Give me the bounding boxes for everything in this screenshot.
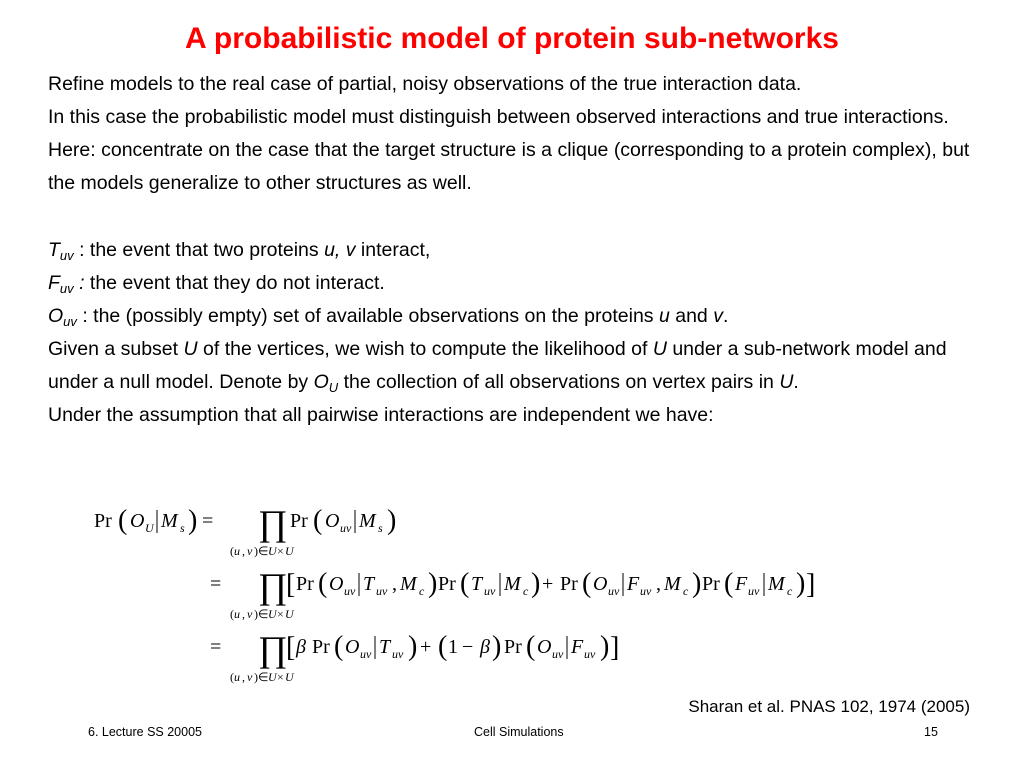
svg-text:): )	[531, 568, 541, 599]
svg-text:U: U	[268, 670, 277, 684]
given-d: the collection of all observations on vertex pairs in	[338, 371, 780, 393]
svg-text:v: v	[247, 607, 253, 621]
svg-text:(: (	[724, 568, 734, 599]
o-end: .	[722, 305, 729, 327]
svg-text:U: U	[268, 544, 277, 558]
given-o-sub: U	[328, 380, 339, 395]
given-u1: U	[183, 338, 198, 360]
svg-text:+: +	[542, 573, 554, 595]
svg-text:): )	[796, 568, 806, 599]
svg-text:M: M	[359, 510, 376, 532]
svg-text:(: (	[230, 607, 234, 621]
svg-text:Pr: Pr	[504, 636, 522, 658]
svg-text:uv: uv	[748, 584, 760, 598]
svg-text:M: M	[664, 573, 681, 595]
svg-text:): )	[408, 631, 418, 662]
given-a: Given a subset	[48, 338, 184, 360]
svg-text:=: =	[202, 510, 214, 532]
svg-text:s: s	[378, 521, 383, 535]
o-v: v	[713, 305, 723, 327]
svg-text:uv: uv	[392, 647, 404, 661]
o-text: : the (possibly empty) set of available observations on the proteins	[76, 305, 659, 327]
paragraph-assumption: Under the assumption that all pairwise interactions are independent we have:	[48, 404, 714, 426]
f-symbol: F	[48, 272, 60, 294]
svg-text:uv: uv	[340, 521, 352, 535]
t-symbol: T	[48, 239, 60, 261]
definition-o	[48, 300, 988, 333]
svg-text:Pr: Pr	[94, 510, 112, 532]
paragraph-distinguish: In this case the probabilistic model must distinguish between observed interactions and true interactions.	[48, 106, 949, 128]
svg-text:,: ,	[656, 573, 661, 595]
footer-page-number: 15	[924, 725, 938, 739]
svg-text:1: 1	[448, 636, 458, 658]
o-symbol: O	[48, 305, 64, 327]
svg-text:u: u	[234, 544, 240, 558]
equation-line-1	[94, 503, 396, 558]
svg-text:): )	[492, 631, 502, 662]
svg-text:U: U	[285, 544, 294, 558]
svg-text:uv: uv	[376, 584, 388, 598]
svg-text:(: (	[313, 505, 323, 536]
svg-text:M: M	[504, 573, 521, 595]
equation-line-2	[210, 566, 815, 621]
svg-text:O: O	[593, 573, 608, 595]
equation-line-3	[210, 629, 619, 684]
o-subscript: uv	[63, 314, 77, 329]
svg-text:=: =	[210, 636, 222, 658]
t-end: interact,	[355, 239, 431, 261]
svg-text:uv: uv	[344, 584, 356, 598]
svg-text:O: O	[345, 636, 360, 658]
svg-text:−: −	[462, 636, 474, 658]
svg-text:c: c	[683, 584, 689, 598]
svg-text:(: (	[334, 631, 344, 662]
svg-text:(: (	[526, 631, 536, 662]
svg-text:(: (	[318, 568, 328, 599]
t-vars: u, v	[324, 239, 356, 261]
svg-text:T: T	[363, 573, 375, 595]
svg-text:,: ,	[242, 670, 245, 684]
t-text: : the event that two proteins	[73, 239, 325, 261]
svg-text:Pr: Pr	[702, 573, 720, 595]
paragraph-given	[48, 333, 988, 399]
svg-text:(: (	[230, 670, 234, 684]
svg-text:M: M	[161, 510, 178, 532]
svg-text:(: (	[118, 505, 128, 536]
svg-text:∏: ∏	[258, 503, 288, 543]
svg-text:): )	[387, 505, 397, 536]
svg-text:O: O	[130, 510, 145, 532]
svg-text:v: v	[247, 544, 253, 558]
slide-title: A probabilistic model of protein sub-networks	[185, 22, 839, 55]
svg-text:O: O	[329, 573, 344, 595]
svg-text:uv: uv	[484, 584, 496, 598]
f-text: the event that they do not interact.	[84, 272, 385, 294]
svg-text:v: v	[247, 670, 253, 684]
citation: Sharan et al. PNAS 102, 1974 (2005)	[688, 697, 970, 716]
slide-body	[48, 68, 988, 432]
paragraph-clique: Here: concentrate on the case that the target structure is a clique (corresponding to a protein complex), but the models generalize to other structures as well.	[48, 139, 970, 194]
f-colon: :	[73, 272, 85, 294]
svg-text:O: O	[325, 510, 340, 532]
svg-text:U: U	[285, 670, 294, 684]
svg-text:U: U	[268, 607, 277, 621]
footer-lecture: 6. Lecture SS 20005	[88, 725, 202, 739]
svg-text:[: [	[286, 632, 296, 663]
paragraph-refine: Refine models to the real case of partial, noisy observations of the true interaction data.	[48, 73, 802, 95]
definition-f	[48, 267, 988, 300]
svg-text:uv: uv	[552, 647, 564, 661]
svg-text:[: [	[286, 569, 296, 600]
given-o: O	[313, 371, 329, 393]
given-u2: U	[652, 338, 667, 360]
given-e: .	[793, 371, 799, 393]
svg-text:,: ,	[242, 607, 245, 621]
svg-text:F: F	[571, 636, 584, 658]
svg-text:uv: uv	[608, 584, 620, 598]
svg-text:×: ×	[277, 607, 284, 621]
svg-text:∏: ∏	[258, 566, 288, 606]
o-and: and	[669, 305, 714, 327]
svg-text:)∈: )∈	[254, 607, 269, 621]
svg-text:β: β	[296, 636, 306, 658]
svg-text:u: u	[234, 607, 240, 621]
svg-text:): )	[428, 568, 438, 599]
svg-text:T: T	[471, 573, 483, 595]
svg-text:c: c	[787, 584, 793, 598]
svg-text:): )	[188, 505, 198, 536]
t-subscript: uv	[59, 248, 74, 263]
svg-text:c: c	[419, 584, 425, 598]
given-u3: U	[779, 371, 794, 393]
o-u: u	[658, 305, 670, 327]
svg-text:Pr: Pr	[312, 636, 330, 658]
svg-text:(: (	[582, 568, 592, 599]
svg-text:u: u	[234, 670, 240, 684]
svg-text:+: +	[420, 636, 432, 658]
svg-text:c: c	[523, 584, 529, 598]
svg-text:U: U	[145, 521, 154, 535]
svg-text:uv: uv	[584, 647, 596, 661]
svg-text:×: ×	[277, 670, 284, 684]
svg-text:F: F	[735, 573, 748, 595]
likelihood-equation	[60, 495, 910, 690]
svg-text:×: ×	[277, 544, 284, 558]
given-c: under a sub-network model and under a null model. Denote by	[48, 338, 947, 393]
svg-text:Pr: Pr	[296, 573, 314, 595]
svg-text:,: ,	[242, 544, 245, 558]
svg-text:)∈: )∈	[254, 670, 269, 684]
svg-text:uv: uv	[640, 584, 652, 598]
svg-text:M: M	[400, 573, 417, 595]
svg-text:=: =	[210, 573, 222, 595]
svg-text:F: F	[627, 573, 640, 595]
svg-text:): )	[600, 631, 610, 662]
svg-text:Pr: Pr	[560, 573, 578, 595]
svg-text:U: U	[285, 607, 294, 621]
svg-text:M: M	[768, 573, 785, 595]
footer-course: Cell Simulations	[474, 725, 564, 739]
svg-text:Pr: Pr	[438, 573, 456, 595]
svg-text:uv: uv	[360, 647, 372, 661]
given-b: of the vertices, we wish to compute the likelihood of	[197, 338, 653, 360]
svg-text:(: (	[438, 631, 448, 662]
spacer	[48, 200, 988, 234]
svg-text:∏: ∏	[258, 629, 288, 669]
svg-text:T: T	[379, 636, 391, 658]
svg-text:]: ]	[610, 632, 620, 663]
svg-text:,: ,	[392, 573, 397, 595]
svg-text:(: (	[230, 544, 234, 558]
svg-text:O: O	[537, 636, 552, 658]
svg-text:): )	[692, 568, 702, 599]
definition-t	[48, 234, 988, 267]
svg-text:(: (	[460, 568, 470, 599]
svg-text:β: β	[480, 636, 490, 658]
svg-text:Pr: Pr	[290, 510, 308, 532]
svg-text:)∈: )∈	[254, 544, 269, 558]
svg-text:s: s	[180, 521, 185, 535]
f-subscript: uv	[59, 281, 74, 296]
svg-text:]: ]	[806, 569, 816, 600]
